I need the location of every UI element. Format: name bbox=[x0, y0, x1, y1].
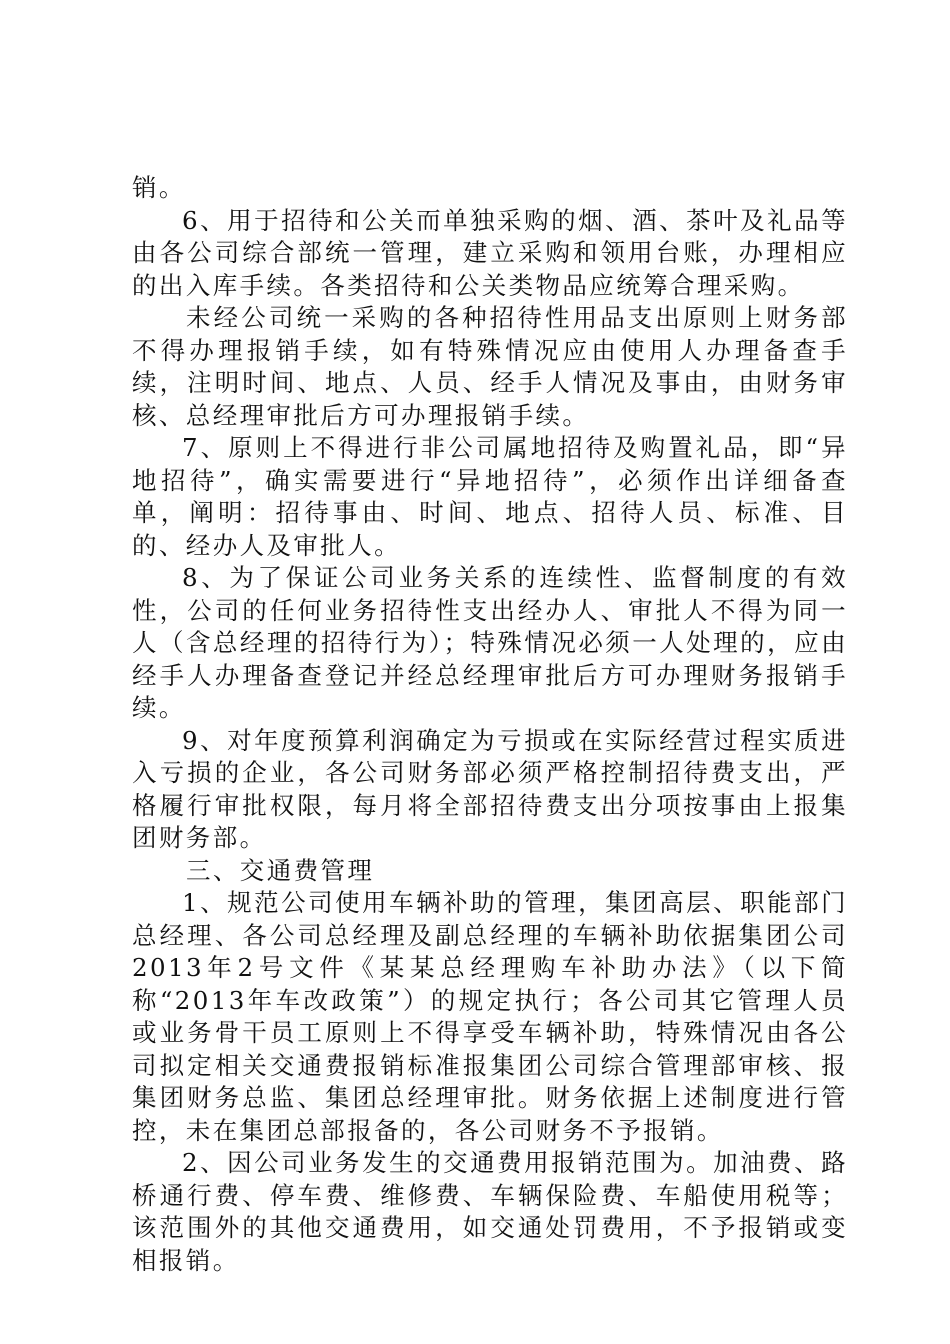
paragraph-transport-item-1: 1、规范公司使用车辆补助的管理，集团高层、职能部门总经理、各公司总经理及副总经理的车辆补助依据集团公司2013年2号文件《某某总经理购车补助办法》（以下简称“2013年车改政策”）的规定执行；各公司其它管理人员或业务骨干员工原则上不得享受车辆补助，特殊情况由各公司拟定相关交通费报销标准报集团公司综合管理部审核、报集团财务总监、集团总经理审批。财务依据上述制度进行管控，未在集团总部报备的，各公司财务不予报销。 bbox=[132, 888, 848, 1145]
document-body bbox=[132, 172, 848, 1277]
paragraph-item-6: 6、用于招待和公关而单独采购的烟、酒、茶叶及礼品等由各公司综合部统一管理，建立采购和领用台账，办理相应的出入库手续。各类招待和公关类物品应统筹合理采购。 bbox=[132, 205, 848, 300]
section-heading-transport: 三、交通费管理 bbox=[186, 855, 375, 885]
paragraph-item-8: 8、为了保证公司业务关系的连续性、监督制度的有效性，公司的任何业务招待性支出经办人、审批人不得为同一人（含总经理的招待行为）；特殊情况必须一人处理的，应由经手人办理备查登记并经总经理审批后方可办理财务报销手续。 bbox=[132, 563, 848, 722]
paragraph-item-9: 9、对年度预算利润确定为亏损或在实际经营过程实质进入亏损的企业，各公司财务部必须严格控制招待费支出，严格履行审批权限，每月将全部招待费支出分项按事由上报集团财务部。 bbox=[132, 725, 848, 852]
paragraph-unpurchased-items: 未经公司统一采购的各种招待性用品支出原则上财务部不得办理报销手续，如有特殊情况应由使用人办理备查手续，注明时间、地点、人员、经手人情况及事由，由财务审核、总经理审批后方可办理报销手续。 bbox=[132, 303, 848, 430]
paragraph-item-7: 7、原则上不得进行非公司属地招待及购置礼品，即“异地招待”，确实需要进行“异地招待”，必须作出详细备查单，阐明：招待事由、时间、地点、招待人员、标准、目的、经办人及审批人。 bbox=[132, 433, 848, 560]
paragraph-continuation: 销。 bbox=[132, 173, 186, 202]
paragraph-transport-item-2: 2、因公司业务发生的交通费用报销范围为。加油费、路桥通行费、停车费、维修费、车辆保险费、车船使用税等；该范围外的其他交通费用，如交通处罚费用，不予报销或变相报销。 bbox=[132, 1148, 848, 1275]
